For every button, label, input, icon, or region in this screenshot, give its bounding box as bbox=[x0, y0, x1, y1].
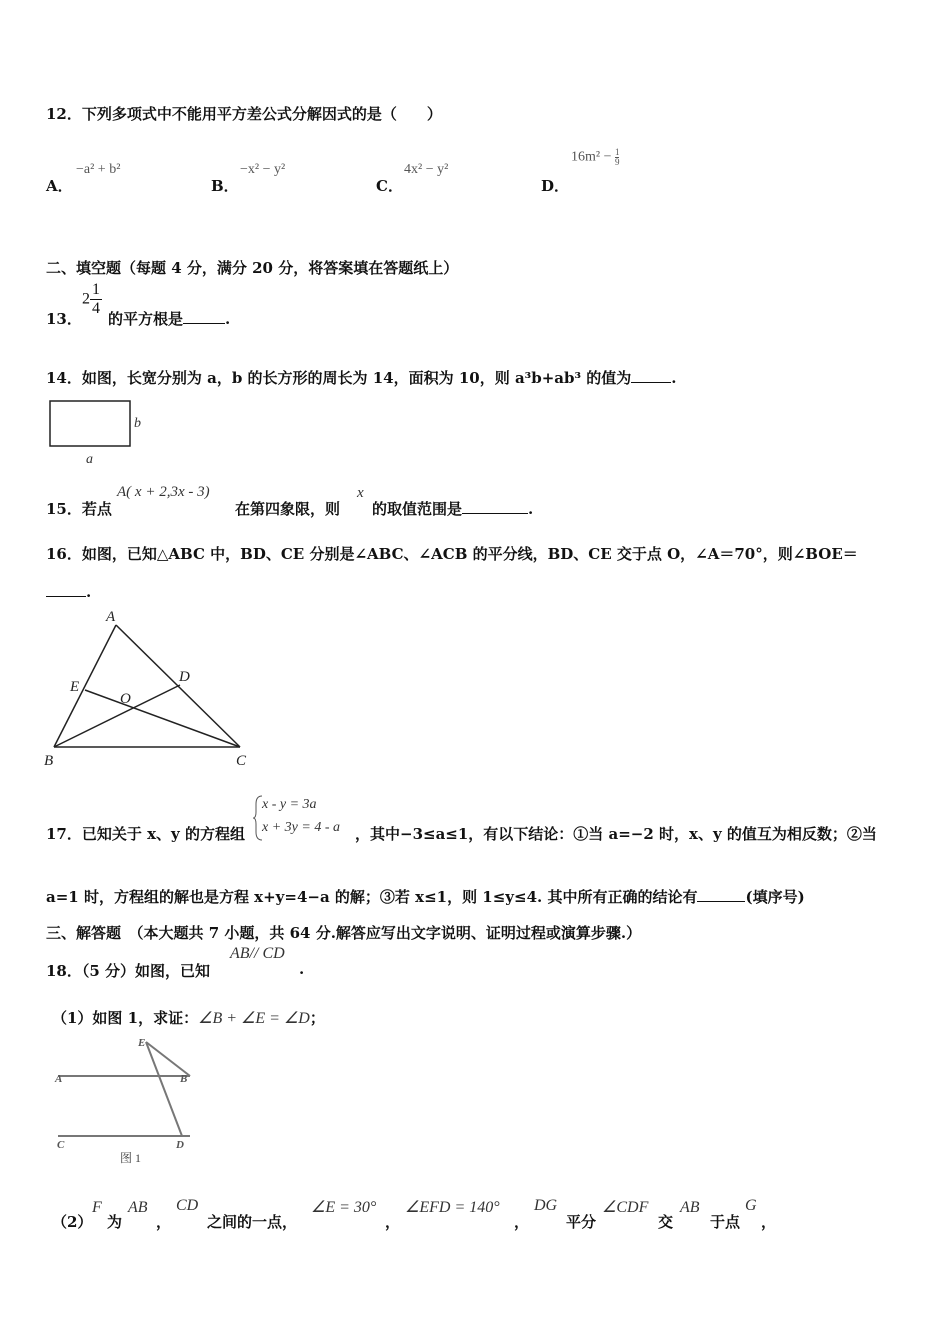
q18-part2-f: F bbox=[92, 1199, 102, 1216]
q16-label-b: B bbox=[44, 753, 54, 769]
q18-fig-caption: 图 1 bbox=[120, 1151, 142, 1165]
q18-fig-label-a: A bbox=[55, 1073, 63, 1085]
q12-option-b-expr: −x² − y² bbox=[240, 162, 286, 177]
q12-option-c-expr: 4x² − y² bbox=[404, 162, 449, 177]
q18-part2-comma2: ， bbox=[385, 1213, 401, 1231]
q13-end: . bbox=[225, 310, 231, 328]
q17-equation-2: x + 3y = 4 - a bbox=[262, 820, 340, 835]
q12-option-a-label: A． bbox=[46, 177, 73, 195]
q12-d-frac-num: 1 bbox=[614, 147, 620, 157]
q18-part1-expr: ∠B + ∠E = ∠D bbox=[198, 1010, 310, 1027]
q13-frac-num: 1 bbox=[92, 281, 100, 298]
q16-line1: 16．如图，已知△ABC 中，BD、CE 分别是∠ABC、∠ACB 的平分线，BD、CE 交于点 O，∠A＝70°，则∠BOE＝ bbox=[46, 545, 858, 563]
q18-fig-label-b: B bbox=[180, 1073, 188, 1085]
q13-mixed-number bbox=[82, 281, 102, 318]
q14-end: . bbox=[671, 369, 677, 387]
q14-label-a: a bbox=[86, 452, 93, 467]
q15-var: x bbox=[357, 485, 364, 501]
q17-pre: 17．已知关于 x、y 的方程组 bbox=[46, 825, 245, 843]
q18-part2-t4: 交 bbox=[658, 1213, 674, 1231]
q18-part2-t3: 平分 bbox=[566, 1213, 597, 1231]
q15-tail bbox=[372, 498, 533, 519]
q17-equation-1: x - y = 3a bbox=[262, 797, 317, 812]
q12-option-d-fraction bbox=[615, 148, 620, 167]
q16-side-ab bbox=[54, 625, 116, 747]
q15-end: . bbox=[528, 500, 534, 518]
q13-answer-blank[interactable] bbox=[183, 310, 225, 324]
q18-part1-end: ； bbox=[309, 1009, 325, 1027]
q13-prompt: 的平方根是 bbox=[108, 310, 184, 328]
q14-text bbox=[46, 367, 677, 388]
q15-tail-text: 的取值范围是 bbox=[372, 500, 463, 518]
q18-fig-label-d: D bbox=[176, 1139, 184, 1151]
q16-answer-blank[interactable] bbox=[46, 583, 86, 597]
q16-line2 bbox=[46, 583, 91, 601]
q18-part2-dg: DG bbox=[534, 1197, 558, 1214]
section-3-heading: 三、解答题 （本大题共 7 小题，共 64 分.解答应写出文字说明、证明过程或演算步骤.） bbox=[46, 924, 642, 942]
q16-triangle-figure bbox=[40, 605, 260, 775]
q13-frac-den: 4 bbox=[92, 300, 100, 317]
q18-part2-comma1: ， bbox=[156, 1213, 172, 1231]
q18-end: . bbox=[299, 960, 305, 978]
q12-option-b-label: B． bbox=[211, 177, 239, 195]
q12-option-d-label: D． bbox=[541, 177, 570, 195]
q15-answer-blank[interactable] bbox=[462, 500, 528, 514]
q18-part2-angle-cdf: ∠CDF bbox=[602, 1199, 649, 1216]
q14-rectangle-figure bbox=[44, 395, 154, 467]
q17-line2-text: a=1 时，方程组的解也是方程 x+y=4−a 的解；③若 x≤1，则 1≤y≤4. 其中所有正确的结论有 bbox=[46, 888, 698, 906]
q18-part2-angle-efd: ∠EFD = 140° bbox=[405, 1199, 500, 1216]
q17-post: ，其中−3≤a≤1，有以下结论：①当 a=−2 时，x、y 的值互为相反数；②当 bbox=[355, 825, 877, 843]
q18-fig-label-c: C bbox=[57, 1139, 65, 1151]
q12-option-d-expr bbox=[571, 148, 619, 167]
q16-label-c: C bbox=[236, 753, 247, 769]
q15-point-expr: A( x + 2,3x - 3) bbox=[117, 484, 210, 500]
q18-fig-label-e: E bbox=[138, 1037, 146, 1049]
q15-number: 15．若点 bbox=[46, 500, 112, 518]
q12-stem: 12．下列多项式中不能用平方差公式分解因式的是（ ） bbox=[46, 105, 442, 123]
q18-part2-t1: 为 bbox=[107, 1213, 123, 1231]
q18-part1 bbox=[52, 1007, 325, 1028]
q13-text bbox=[108, 308, 230, 329]
q18-part2-g: G bbox=[745, 1197, 757, 1214]
q18-part2-t5: 于点 bbox=[710, 1213, 741, 1231]
q13-number: 13． bbox=[46, 310, 82, 328]
q17-line2-end: (填序号) bbox=[745, 888, 805, 906]
q18-given: AB// CD bbox=[230, 945, 285, 962]
q17-line2 bbox=[46, 886, 805, 907]
q16-label-o: O bbox=[120, 691, 131, 707]
q18-part2-cd: CD bbox=[176, 1197, 199, 1214]
q14-prompt: 14．如图，长宽分别为 a，b 的长方形的周长为 14，面积为 10，则 a³b+ab³ 的值为 bbox=[46, 369, 632, 387]
q18-part2-comma3: ， bbox=[514, 1213, 530, 1231]
q15-mid: 在第四象限，则 bbox=[235, 500, 341, 518]
section-2-heading: 二、填空题（每题 4 分，满分 20 分，将答案填在答题纸上） bbox=[46, 259, 459, 277]
q14-label-b: b bbox=[134, 416, 141, 431]
q18-pre: 18．（5 分）如图，已知 bbox=[46, 962, 211, 980]
q12-option-d-main: 16m² − bbox=[571, 149, 615, 165]
q18-part2-t2: 之间的一点， bbox=[207, 1213, 298, 1231]
q18-part2-pre: （2） bbox=[52, 1213, 93, 1231]
q16-label-e: E bbox=[70, 679, 80, 695]
q18-part2-ab: AB bbox=[128, 1199, 148, 1216]
q12-d-frac-den: 9 bbox=[614, 157, 620, 167]
q18-part2-angle-e: ∠E = 30° bbox=[311, 1199, 377, 1216]
q16-end: . bbox=[86, 583, 92, 601]
q17-answer-blank[interactable] bbox=[697, 888, 745, 902]
q12-option-a-expr: −a² + b² bbox=[76, 162, 121, 177]
q13-whole: 2 bbox=[82, 290, 90, 308]
q18-part2-comma4: ， bbox=[761, 1213, 777, 1231]
q13-fraction bbox=[90, 281, 102, 318]
q16-label-a: A bbox=[106, 609, 116, 625]
q14-rectangle bbox=[50, 401, 130, 446]
q18-figure-1 bbox=[50, 1032, 210, 1168]
q12-option-c-label: C． bbox=[376, 177, 403, 195]
q18-part1-pre: （1）如图 1，求证： bbox=[52, 1009, 199, 1027]
q14-answer-blank[interactable] bbox=[631, 369, 671, 383]
q16-label-d: D bbox=[179, 669, 190, 685]
q16-bisector-ce bbox=[85, 690, 240, 747]
q18-part2-ab2: AB bbox=[680, 1199, 700, 1216]
